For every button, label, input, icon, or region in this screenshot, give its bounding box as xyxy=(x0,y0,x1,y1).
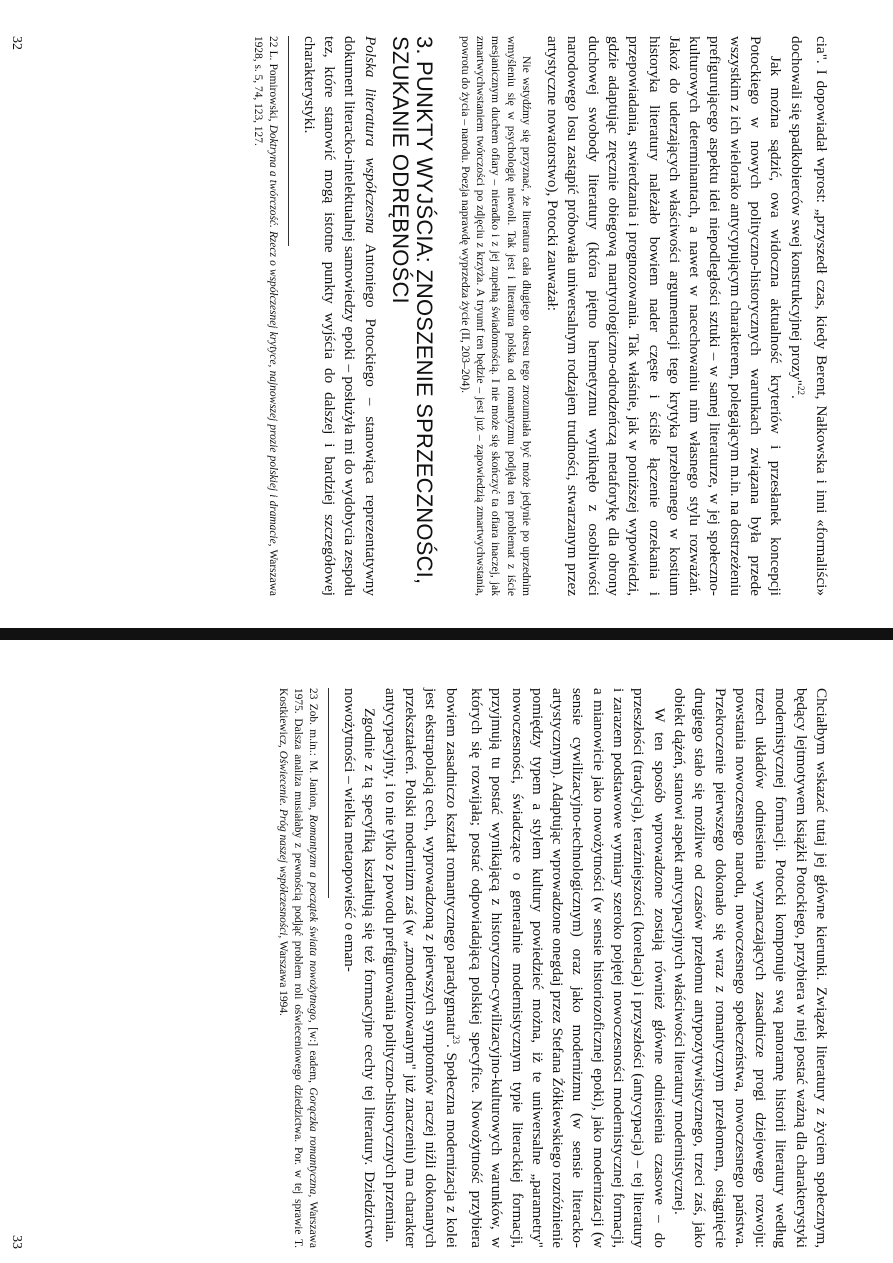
footnote-23: 23 Zob. m.in.: M. Janion, Romantyzm a początek świata nowożytnego, [w:] eadem, Gorączka romantyczna, Warszawa 1975. Dalsza analiza musiałaby z pewnością podjąć problem roli oświeceniowego dziedzictwa. Por. w tej sprawie T. Kostkiewicz, Oświecenie. Próg naszej współczesności, Warszawa 1994. xyxy=(276,688,319,1248)
footnote-ref: 23 xyxy=(450,1034,461,1044)
book-gutter xyxy=(0,628,893,640)
right-text-column xyxy=(275,688,831,1248)
left-page xyxy=(0,0,893,620)
paragraph: cia". I dopowiadał wprost: „przyszedł czas, kiedy Berent, Nałkowska i inni «formaliści» dochowali się spadkobierców swej konstrukcyjnej prozy"$^{22}$. xyxy=(787,36,830,596)
section-heading: 3. PUNKTY WYJŚCIA: ZNOSZENIE SPRZECZNOŚCI, SZUKANIE ODRĘBNOŚCI xyxy=(387,36,437,585)
left-text-column xyxy=(250,36,831,596)
paragraph: W ten sposób wprowadzone zostają również główne odniesienia czasowe – do przeszłości (tradycja), teraźniejszości (korelacja) i przyszłości (antycypacja) – tej literatury i zarazem podstawowe wymiary szeroko pojętej nowoczesności modernistycznej formacji, a mianowicie jako nowożytności (w sensie historiozoficznej epoki), jako modernizacji (w sensie cywilizacyjno-technologicznym) oraz jako modernizmu (w sensie literacko-artystycznym). Adaptując wprowadzone onegdaj przez Stefana Żółkiewskiego rozróżnienie pomiędzy typem a stylem kultury powiedzieć można, iż te uniwersalne „parametry" nowoczesności, świadczące o generalnie modernistycznym typie literackiej formacji, przyjmują tu postać wynikającą z historyczno-cywilizacyjno-kulturowych warunków, w których się rozwijała; postać odpowiadającą polskiej specyfice. Nowożytność przybiera bowiem zasadniczo kształt romantycznego paradygmatu$^{23}$. Społeczna modernizacja z kolei jest ekstrapolacją cech, wyprowadzoną z pierwszych symptomów raczej niźli dokonanych przekształceń. Polski modernizm zaś (w „zmodernizowanym" już znaczeniu) ma charakter antycypacyjny, i to nie tylko z powodu prefigurowania polityczno-historycznych przemian. xyxy=(381,688,668,1248)
page-number: 33 xyxy=(9,1235,24,1249)
paragraph: Polska literatura współczesna Antoniego Potockiego – stanowiąca reprezentatywny dokument literacko-intelektualnej samowiedzy epoki – posłużyła mi do wydobycia zespołu tez, które stanowić mogą istotne punkty wyjścia do dalszej i bardziej szczegółowej charakterystyki. xyxy=(300,36,379,596)
footnote-ref: 22 xyxy=(795,385,806,395)
page-number: 32 xyxy=(9,36,24,50)
footnote-rule xyxy=(288,36,289,246)
paragraph: Zgodnie z tą specyfiką kształtują się też formacyjne cechy tej literatury. Dziedzictwo nowożytności – wielka metaopowieść o eman- xyxy=(341,688,379,1248)
right-page xyxy=(0,660,893,1263)
footnote-22: 22 L. Pomirowski, Doktryna a twórczość. Rzecz o współczesnej krytyce, najnowszej prozie polskiej i dramacie, Warszawa 1928, s. 5, 74, 123, 127. xyxy=(251,36,279,596)
paragraph: Chciałbym wskazać tutaj jej główne kierunki. Związek literatury z życiem społecznym, będący lejtmotywem książki Potockiego, przybiera w niej postać ważną dla charakterystyki modernistycznej formacji. Potocki komponuje swą panoramę historii literatury według trzech układów odniesienia wyznaczających zasadnicze progi dziejowego rozwoju: powstania nowoczesnego narodu, nowoczesnego społeczeństwa, nowoczesnego państwa. Przekroczenie pierwszego dokonało się wraz z romantycznym przełomem, osiągnięcie drugiego stało się możliwe od czasów przełomu antypozytywistycznego, trzeci zaś, jako obiekt dążeń, stanowi aspekt antycypacyjnych właściwości literatury modernistycznej. xyxy=(670,688,830,1248)
paragraph: Jak można sądzić, owa widoczna aktualność kryteriów i przesłanek koncepcji Potockiego w nowych polityczno-historycznych warunkach związana była przede wszystkim z ich wielorako antycypującym charakterem, polegającym m.in. na dostrzeżeniu prefigurującego aspektu idei niepodległości sztuki – w samej literaturze, w jej społeczno-kulturowych determinantach, a nawet w nacechowaniu nim własnego stylu rozważań. Jakoż do uderzających właściwości argumentacji tego krytyka przebranego w kostium historyka literatury należało bowiem nader częste i ściśle łączenie orzekania i przepowiadania, stwierdzania i prognozowania. Tak właśnie, jak w poniższej wypowiedzi, gdzie adaptując zręcznie obiegową martyrologiczno-odrodzeńczą metaforykę dla obrony duchowej swobody literatury (która piętno hermetyzmu wyniknęło z osobliwości narodowego losu zastąpić próbowała uniwersalnym rodzajem trudności, stwarzanym przez artystyczne nowatorstwo), Potocki zauważał: xyxy=(544,36,785,596)
footnote-rule xyxy=(328,688,329,898)
block-quote: Nie wstydźmy się przyznać, że literatura cała długiego okresu tego zrozumiała być może jedynie po uprzednim wmyśleniu się w psychologię niewoli. Tak jest i literatura polska od romantyzmu podjęła ten problemat z iście mesjanicznym duchem ofiary – nieradko i z jej zupełną świadomością. I nie może się skończyć ta ofiara inaczej, jak zmartwychwstaniem twórczości po zdjęciu z krzyża. A tryumf ten będzie – jest już – zapowiedzią zmartwychwstania, powrotu do życia – narodu. Poezja naprawdę wyprzedza życie (II, 203–204). xyxy=(458,36,533,596)
